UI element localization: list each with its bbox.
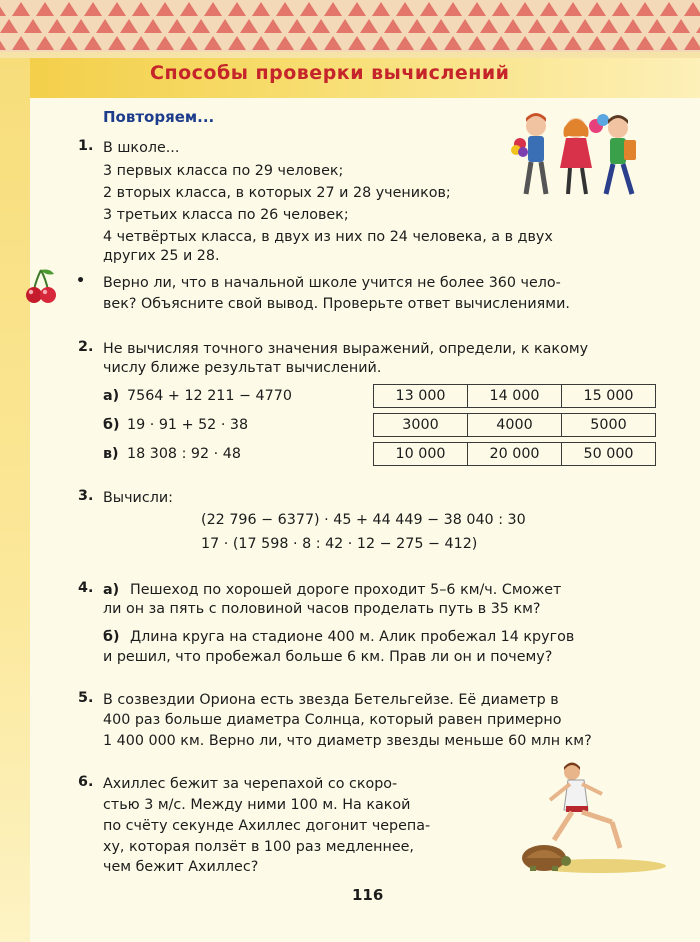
task-1-question-line: Верно ли, что в начальной школе учится не более 360 чело- bbox=[103, 275, 561, 291]
task-6-line: по счёту секунде Ахиллес догонит черепа- bbox=[103, 818, 431, 834]
task-5-line: В созвездии Ориона есть звезда Бетельгейзе. Её диаметр в bbox=[103, 692, 559, 708]
header-pattern bbox=[0, 0, 700, 58]
achilles-tortoise-illustration bbox=[510, 760, 670, 875]
task-4-b-line: Длина круга на стадионе 400 м. Алик пробежал 14 кругов bbox=[130, 629, 575, 645]
left-margin-band bbox=[0, 58, 30, 942]
answer-option: 10 000 bbox=[374, 443, 468, 466]
task-1-line: 2 вторых класса, в которых 27 и 28 учеников; bbox=[103, 185, 451, 201]
answer-option: 20 000 bbox=[468, 443, 562, 466]
task-1-line: В школе... bbox=[103, 140, 180, 156]
task-6-number: 6. bbox=[78, 774, 94, 790]
task-5-line: 400 раз больше диаметра Солнца, который равен примерно bbox=[103, 712, 562, 728]
task-1-question-line: век? Объясните свой вывод. Проверьте ответ вычислениями. bbox=[103, 296, 570, 312]
answer-option: 14 000 bbox=[468, 385, 562, 408]
task-2-number: 2. bbox=[78, 339, 94, 355]
task-1-line: других 25 и 28. bbox=[103, 248, 220, 264]
task-2-line: числу ближе результат вычислений. bbox=[103, 360, 382, 376]
task-6-line: Ахиллес бежит за черепахой со скоро- bbox=[103, 776, 398, 792]
task-4-a-label: а) bbox=[103, 582, 120, 598]
task-3-expression: 17 · (17 598 · 8 : 42 · 12 − 275 − 412) bbox=[201, 536, 478, 552]
task-1-line: 4 четвёртых класса, в двух из них по 24 человека, а в двух bbox=[103, 229, 553, 245]
task-4-number: 4. bbox=[78, 580, 94, 596]
task-2-item-expression: 18 308 : 92 · 48 bbox=[127, 446, 241, 462]
children-illustration bbox=[508, 106, 648, 206]
answer-option: 13 000 bbox=[374, 385, 468, 408]
answer-option: 3000 bbox=[374, 414, 468, 437]
task-1-line: 3 третьих класса по 26 человек; bbox=[103, 207, 349, 223]
task-6-line: ху, которая ползёт в 100 раз медленнее, bbox=[103, 839, 414, 855]
page-number: 116 bbox=[352, 886, 384, 904]
task-1-bullet: • bbox=[76, 273, 86, 289]
section-subtitle: Повторяем... bbox=[103, 108, 215, 126]
task-2-item-label: б) bbox=[103, 417, 120, 433]
task-4-b-label: б) bbox=[103, 629, 120, 645]
task-2-item-label: а) bbox=[103, 388, 120, 404]
answer-options-row-c bbox=[373, 442, 656, 466]
cherry-icon bbox=[24, 266, 58, 306]
task-3-expression: (22 796 − 6377) · 45 + 44 449 − 38 040 : 30 bbox=[201, 512, 526, 528]
task-2-line: Не вычисляя точного значения выражений, определи, к какому bbox=[103, 341, 589, 357]
answer-option: 50 000 bbox=[562, 443, 656, 466]
task-6-line: стью 3 м/с. Между ними 100 м. На какой bbox=[103, 797, 411, 813]
answer-option: 4000 bbox=[468, 414, 562, 437]
task-1-number: 1. bbox=[78, 138, 94, 154]
answer-options-row-a bbox=[373, 384, 656, 408]
task-1-line: 3 первых класса по 29 человек; bbox=[103, 163, 344, 179]
answer-options-row-b bbox=[373, 413, 656, 437]
task-3-label: Вычисли: bbox=[103, 490, 173, 506]
task-4-a-line: ли он за пять с половиной часов проделать путь в 35 км? bbox=[103, 601, 541, 617]
task-4-a-line: Пешеход по хорошей дороге проходит 5–6 км/ч. Сможет bbox=[130, 582, 562, 598]
task-4-b-line: и решил, что пробежал больше 6 км. Прав ли он и почему? bbox=[103, 649, 553, 665]
task-5-line: 1 400 000 км. Верно ли, что диаметр звезды меньше 60 млн км? bbox=[103, 733, 592, 749]
answer-option: 15 000 bbox=[562, 385, 656, 408]
task-2-item-label: в) bbox=[103, 446, 119, 462]
task-3-number: 3. bbox=[78, 488, 94, 504]
page-title: Способы проверки вычислений bbox=[150, 62, 510, 84]
task-6-line: чем бежит Ахиллес? bbox=[103, 859, 259, 875]
answer-option: 5000 bbox=[562, 414, 656, 437]
task-5-number: 5. bbox=[78, 690, 94, 706]
task-2-item-expression: 19 · 91 + 52 · 38 bbox=[127, 417, 249, 433]
task-2-item-expression: 7564 + 12 211 − 4770 bbox=[127, 388, 292, 404]
